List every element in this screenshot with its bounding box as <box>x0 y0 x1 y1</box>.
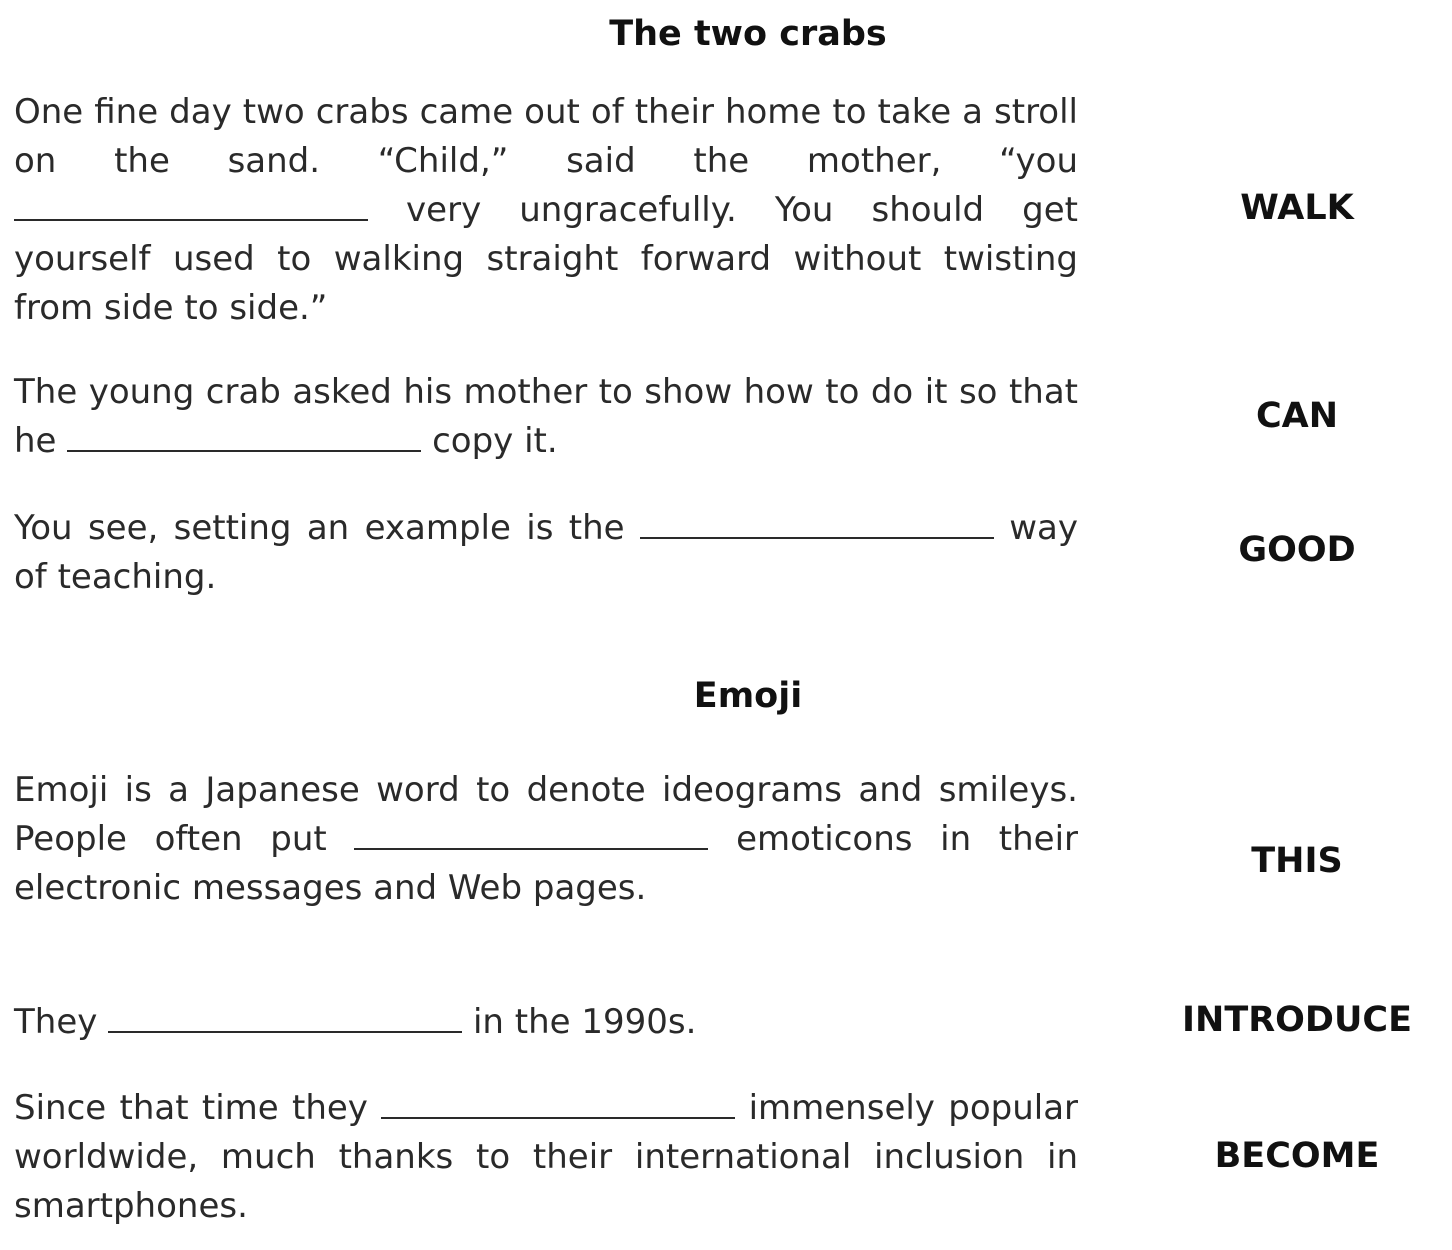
paragraph-text-before: You see, setting an example is the <box>14 508 625 548</box>
keyword-become: BECOME <box>1214 1136 1380 1176</box>
paragraph-text-after: in the 1990s. <box>472 1002 697 1042</box>
keyword-good: GOOD <box>1238 530 1356 570</box>
answer-blank-6[interactable] <box>381 1089 735 1119</box>
keyword-walk: WALK <box>1240 188 1354 228</box>
paragraph-text-before: One fine day two crabs came out of their home to take a stroll on the sand. “Child,” said the mother, “you <box>14 92 1078 181</box>
answer-blank-5[interactable] <box>108 1003 462 1033</box>
paragraph-text-after: emoticons in their electronic messages and Web pages. <box>14 819 1078 908</box>
paragraph-text-after: copy it. <box>432 421 558 461</box>
answer-blank-1[interactable] <box>14 191 368 221</box>
paragraph-text-after: way of teaching. <box>14 508 1078 597</box>
gap-fill-paragraph-4 <box>14 766 1078 913</box>
keyword-introduce: INTRODUCE <box>1182 1000 1412 1040</box>
gap-fill-paragraph-3 <box>14 504 1078 602</box>
gap-fill-paragraph-1 <box>14 88 1078 333</box>
gap-fill-paragraph-5 <box>14 998 1078 1047</box>
paragraph-text-after: very ungracefully. You should get yourself used to walking straight forward without twisting from side to side.” <box>14 190 1079 328</box>
section-title-crabs: The two crabs <box>609 14 887 54</box>
paragraph-text-after: immensely popular worldwide, much thanks to their international inclusion in smartphones. <box>14 1088 1079 1226</box>
paragraph-text-before: They <box>14 1002 98 1042</box>
keyword-can: CAN <box>1255 396 1339 436</box>
section-title-emoji: Emoji <box>693 676 803 716</box>
paragraph-text-before: Since that time they <box>14 1088 368 1128</box>
gap-fill-paragraph-2 <box>14 368 1078 466</box>
answer-blank-3[interactable] <box>640 509 994 539</box>
answer-blank-4[interactable] <box>354 820 708 850</box>
paragraph-text-before: The young crab asked his mother to show how to do it so that he <box>14 372 1078 461</box>
answer-blank-2[interactable] <box>67 422 421 452</box>
gap-fill-paragraph-6 <box>14 1084 1078 1231</box>
keyword-this: THIS <box>1251 841 1343 881</box>
paragraph-text-before: Emoji is a Japanese word to denote ideograms and smileys. People often put <box>14 770 1078 859</box>
